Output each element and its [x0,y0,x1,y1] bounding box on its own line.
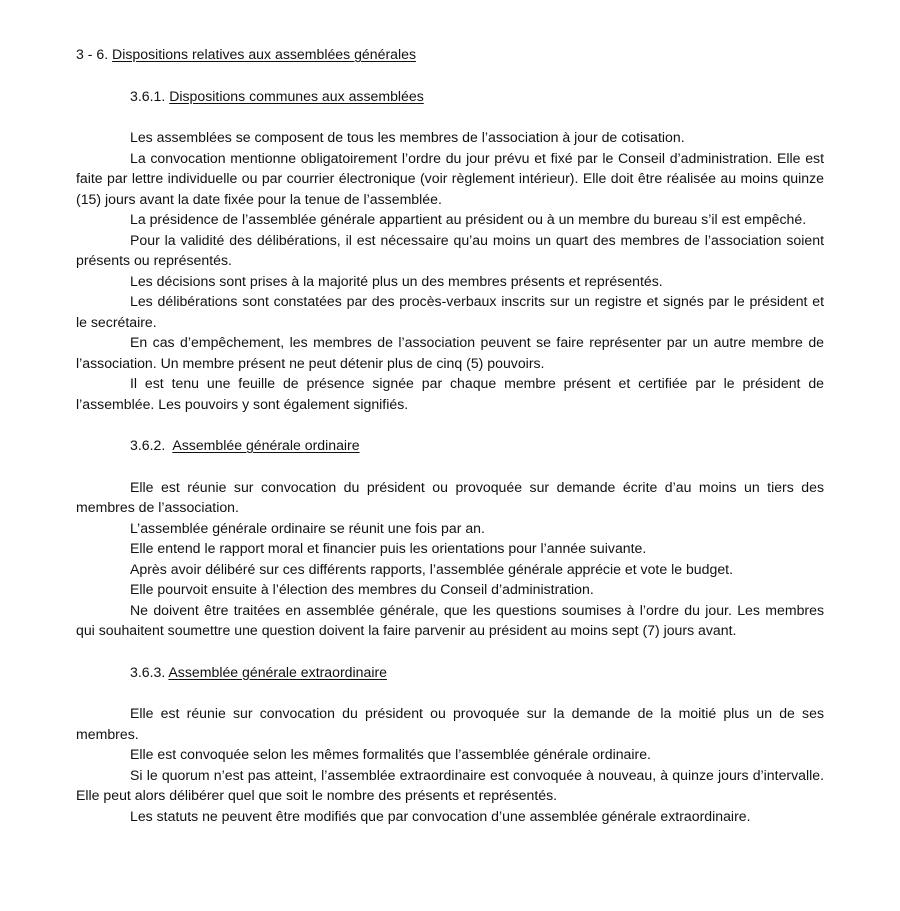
paragraph: Elle entend le rapport moral et financier puis les orientations pour l’année suivante. [130,540,647,556]
section-number: 3.6.1. [130,87,166,104]
paragraph: Les assemblées se composent de tous les membres de l’association à jour de cotisation. [130,129,685,145]
main-heading-text: Dispositions relatives aux assemblées générales [112,46,416,62]
paragraph: Elle pourvoit ensuite à l’élection des membres du Conseil d’administration. [130,581,594,597]
section-assemblee-extraordinaire [76,662,824,827]
paragraph: Elle est réunie sur convocation du président ou provoquée sur la demande de la moitié plus un de ses membres. [76,705,824,742]
section-title: Assemblée générale ordinaire [172,437,360,453]
section-number: 3.6.2. [130,437,166,453]
main-heading-number: 3 - 6. [76,46,109,62]
main-heading [76,44,824,65]
section-heading [130,662,824,683]
paragraph: La convocation mentionne obligatoirement l’ordre du jour prévu et fixé par le Conseil d’administration. Elle est faite par lettre individuelle ou par courrier électronique (voir règlement intérieur). Elle doit être réalisée au moins quinze (15) jours avant la date fixée pour la tenue de l’assemblée. [76,149,824,207]
paragraph: Elle est réunie sur convocation du président ou provoquée sur demande écrite d’au moins un tiers des membres de l’association. [76,478,824,515]
document-page [76,44,824,826]
section-title: Dispositions communes aux assemblées [169,87,424,104]
paragraph: En cas d’empêchement, les membres de l’association peuvent se faire représenter par un autre membre de l’association. Un membre présent ne peut détenir plus de cinq (5) pouvoirs. [76,334,824,371]
paragraph: Les statuts ne peuvent être modifiés que par convocation d’une assemblée générale extraordinaire. [130,807,751,824]
section-assemblee-ordinaire [76,435,824,641]
section-heading [130,86,824,107]
paragraph: Après avoir délibéré sur ces différents rapports, l’assemblée générale apprécie et vote le budget. [130,560,733,577]
section-heading [130,435,824,456]
paragraph: Il est tenu une feuille de présence signée par chaque membre présent et certifiée par le président de l’assemblée. Les pouvoirs y sont également signifiés. [76,375,824,412]
section-dispositions-communes [76,86,824,415]
paragraph: Si le quorum n’est pas atteint, l’assemblée extraordinaire est convoquée à nouveau, à quinze jours d’intervalle. Elle peut alors délibérer quel que soit le nombre des présents et représentés. [76,766,824,803]
paragraph: La présidence de l’assemblée générale appartient au président ou à un membre du bureau s’il est empêché. [130,211,807,227]
paragraph: Ne doivent être traitées en assemblée générale, que les questions soumises à l’ordre du jour. Les membres qui souhaitent soumettre une question doivent la faire parvenir au président au moins sept (7) jours avant. [76,601,824,638]
paragraph: Les délibérations sont constatées par des procès-verbaux inscrits sur un registre et signés par le président et le secrétaire. [76,293,824,330]
section-title: Assemblée générale extraordinaire [168,663,387,680]
paragraph: L’assemblée générale ordinaire se réunit une fois par an. [130,519,485,536]
section-number: 3.6.3. [130,663,166,680]
paragraph: Les décisions sont prises à la majorité plus un des membres présents et représentés. [130,272,663,289]
paragraph: Pour la validité des délibérations, il est nécessaire qu’au moins un quart des membres de l’association soient présents ou représentés. [76,231,824,268]
paragraph: Elle est convoquée selon les mêmes formalités que l’assemblée générale ordinaire. [130,746,651,762]
